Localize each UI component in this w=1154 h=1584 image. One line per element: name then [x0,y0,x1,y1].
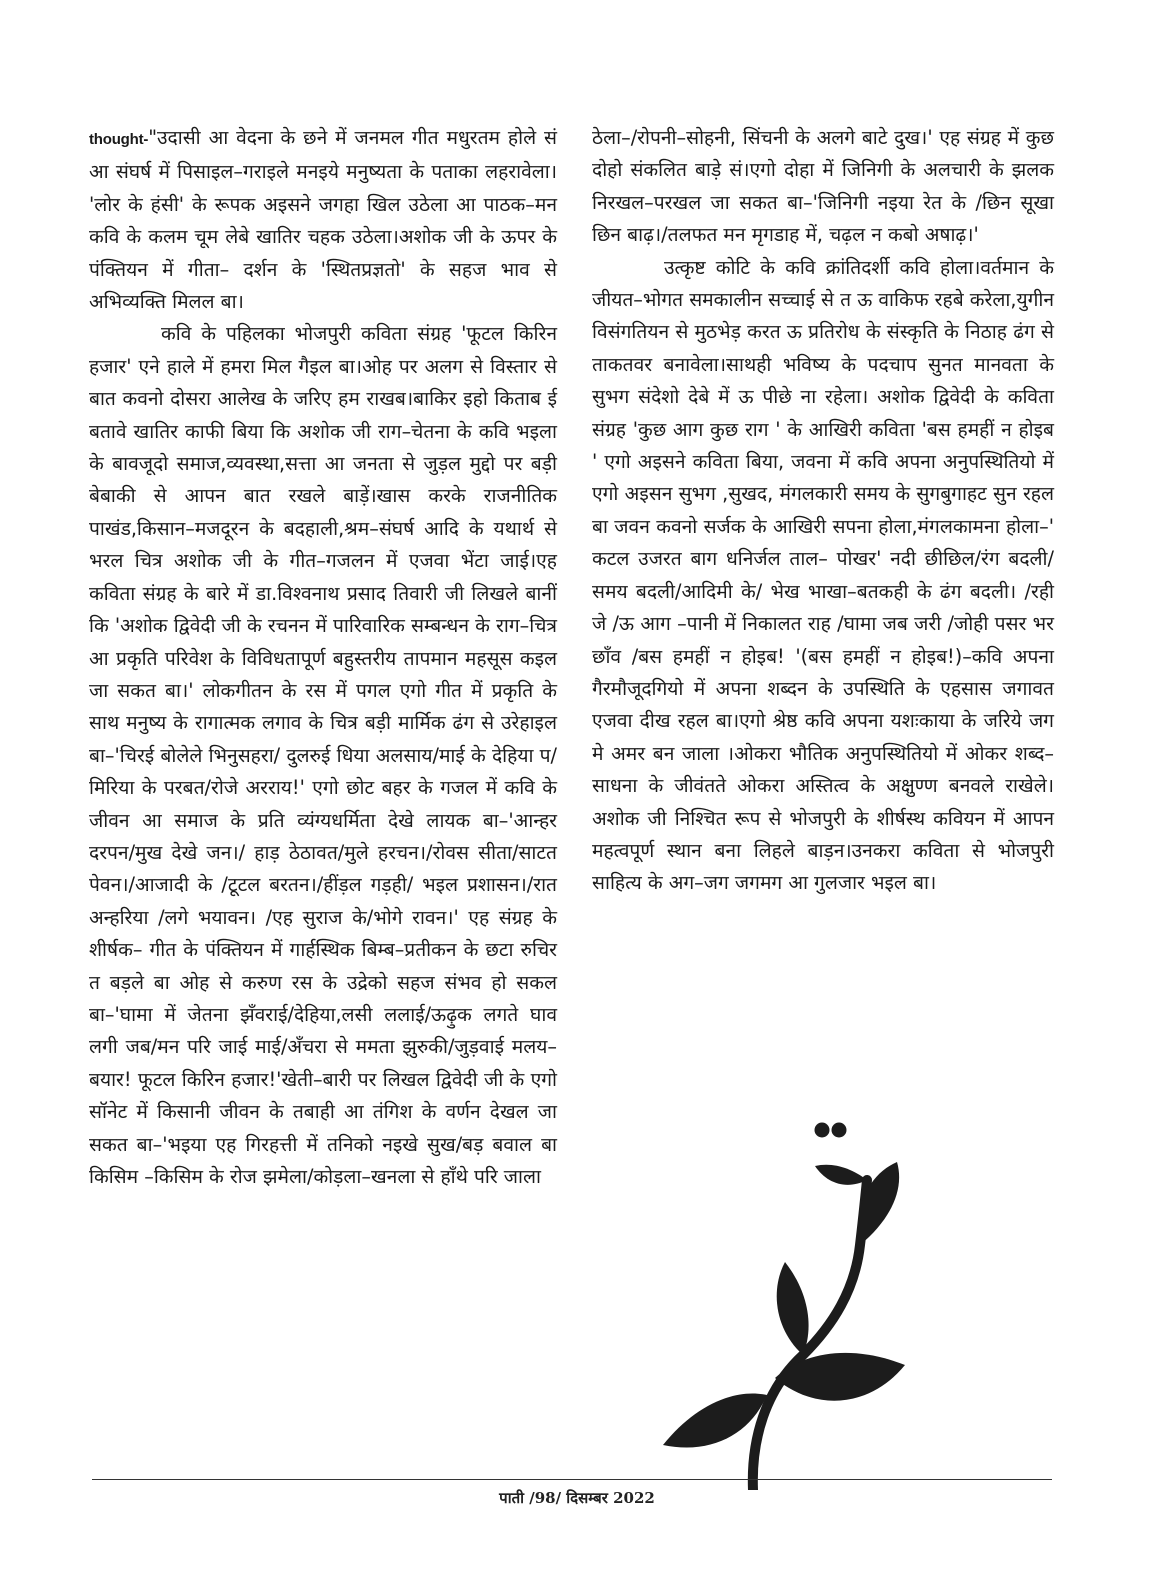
left-paragraph-1-text: "उदासी आ वेदना के छने में जनमल गीत मधुरतम होले सं आ संघर्ष में पिसाइल–गराइले मनइये मनुष्यता के पताका लहरावेला। 'लोर के हंसी' के रूपक अइसने जगहा खिल उठेला आ पाठक–मन कवि के कलम चूम लेबे खातिर चहक उठेला।अशोक जी के ऊपर के पंक्तियन में गीता– दर्शन के 'स्थितप्रज्ञतो' के सहज भाव से अभिव्यक्ति मिलल बा। [89,126,557,314]
page-footer: पाती /98/ दिसम्बर 2022 [499,1489,655,1507]
right-paragraph-1: ठेला–/रोपनी–सोहनी, सिंचनी के अलगे बाटे दुख।' एह संग्रह में कुछ दोहो संकलित बाड़े सं।एगो दोहा में जिनिगी के अलचारी के झलक निरखल–परखल जा सकत बा–'जिनिगी नइया रेत के /छिन सूखा छिन बाढ़।/तलफत मन मृगडाह में, चढ़ल न कबो अषाढ़।' [592,126,1054,247]
left-paragraph-1 [89,122,557,318]
lead-english-word: thought- [89,131,149,148]
two-dots-ornament-icon [812,1120,852,1140]
leafy-sprout-icon [655,1150,915,1490]
footer-rule [92,1479,1052,1480]
right-paragraph-2: उत्कृष्ट कोटि के कवि क्रांतिदर्शी कवि होला।वर्तमान के जीयत–भोगत समकालीन सच्चाई से त ऊ वाकिफ रहबे करेला,युगीन विसंगतियन से मुठभेड़ करत ऊ प्रतिरोध के संस्कृति के निठाह ढंग से ताकतवर बनावेला।साथही भविष्य के पदचाप सुनत मानवता के सुभग संदेशो देबे में ऊ पीछे ना रहेला। अशोक द्विवेदी के कविता संग्रह 'कुछ आग कुछ राग ' के आखिरी कविता 'बस हमहीं न होइब ' एगो अइसने कविता बिया, जवना में कवि अपना अनुपस्थितियो में एगो अइसन सुभग ,सुखद, मंगलकारी समय के सुगबुगाहट सुन रहल बा जवन कवनो सर्जक के आखिरी सपना होला,मंगलकामना होला–' कटल उजरत बाग धनिर्जल ताल– पोखर' नदी छीछिल/रंग बदली/समय बदली/आदिमी के/ भेख भाखा–बतकही के ढंग बदली। /रही जे /ऊ आग –पानी में निकालत राह /घामा जब जरी /जोही पसर भर छाँव /बस हमहीं न होइब! '(बस हमहीं न होइब!)–कवि अपना गैरमौजूदगियो में अपना शब्दन के उपस्थिति के एहसास जगावत एजवा दीख रहल बा।एगो श्रेष्ठ कवि अपना यशःकाया के जरिये जग मे अमर बन जाला ।ओकरा भौतिक अनुपस्थितियो में ओकर शब्द–साधना के जीवंतते ओकरा अस्तित्व के अक्षुण्ण बनवले राखेले।अशोक जी निश्चित रूप से भोजपुरी के शीर्षस्थ कवियन में आपन महत्वपूर्ण स्थान बना लिहले बाड़न।उनकरा कविता से भोजपुरी साहित्य के अग–जग जगमग आ गुलजार भइल बा। [592,255,1054,895]
left-paragraph-2: कवि के पहिलका भोजपुरी कविता संग्रह 'फूटल किरिन हजार' एने हाले में हमरा मिल गैइल बा।ओह पर अलग से विस्तार से बात कवनो दोसरा आलेख के जरिए हम राखब।बाकिर इहो किताब ई बतावे खातिर काफी बिया कि अशोक जी राग–चेतना के कवि भइला के बावजूदो समाज,व्यवस्था,सत्ता आ जनता से जुड़ल मुद्दो पर बड़ी बेबाकी से आपन बात रखले बाड़ें।खास करके राजनीतिक पाखंड,किसान–मजदूरन के बदहाली,श्रम–संघर्ष आदि के यथार्थ से भरल चित्र अशोक जी के गीत–गजलन में एजवा भेंटा जाई।एह कविता संग्रह के बारे में डा.विश्वनाथ प्रसाद तिवारी जी लिखले बानीं कि 'अशोक द्विवेदी जी के रचनन में पारिवारिक सम्बन्धन के राग–चित्र आ प्रकृति परिवेश के विविधतापूर्ण बहुस्तरीय तापमान महसूस कइल जा सकत बा।' लोकगीतन के रस में पगल एगो गीत में प्रकृति के साथ मनुष्य के रागात्मक लगाव के चित्र बड़ी मार्मिक ढंग से उरेहाइल बा–'चिरई बोलेले भिनुसहरा/ दुलरुई धिया अलसाय/माई के देहिया प/मिरिया के परबत/रोजे अरराय!' एगो छोट बहर के गजल में कवि के जीवन आ समाज के प्रति व्यंग्यधर्मिता देखे लायक बा–'आन्हर दरपन/मुख देखे जन।/ हाड़ ठेठावत/मुले हरचन।/रोवस सीता/साटत पेवन।/आजादी के /टूटल बरतन।/हींड़ल गड़ही/ भइल प्रशासन।/रात अन्हरिया /लगे भयावन। /एह सुराज के/भोगे रावन।' एह संग्रह के शीर्षक– गीत के पंक्तियन में गार्हस्थिक बिम्ब–प्रतीकन के छटा रुचिर त बड़ले बा ओह से करुण रस के उद्रेको सहज संभव हो सकल बा–'घामा में जेतना झँवराई/देहिया,लसी ललाई/ऊढ़ुक लगते घाव लगी जब/मन परि जाई माई/अँचरा से ममता झुरुकी/जुड़वाई मलय–बयार! फूटल किरिन हजार!'खेती–बारी पर लिखल द्विवेदी जी के एगो सॉनेट में किसानी जीवन के तबाही आ तंगिश के वर्णन देखल जा सकत बा–'भइया एह गिरहत्ती में तनिको नइखे सुख/बड़ बवाल बा किसिम –किसिम के रोज झमेला/कोड़ला–खनला से हाँथे परि जाला [89,322,557,1188]
right-column [592,122,1054,900]
left-column [89,122,557,1193]
